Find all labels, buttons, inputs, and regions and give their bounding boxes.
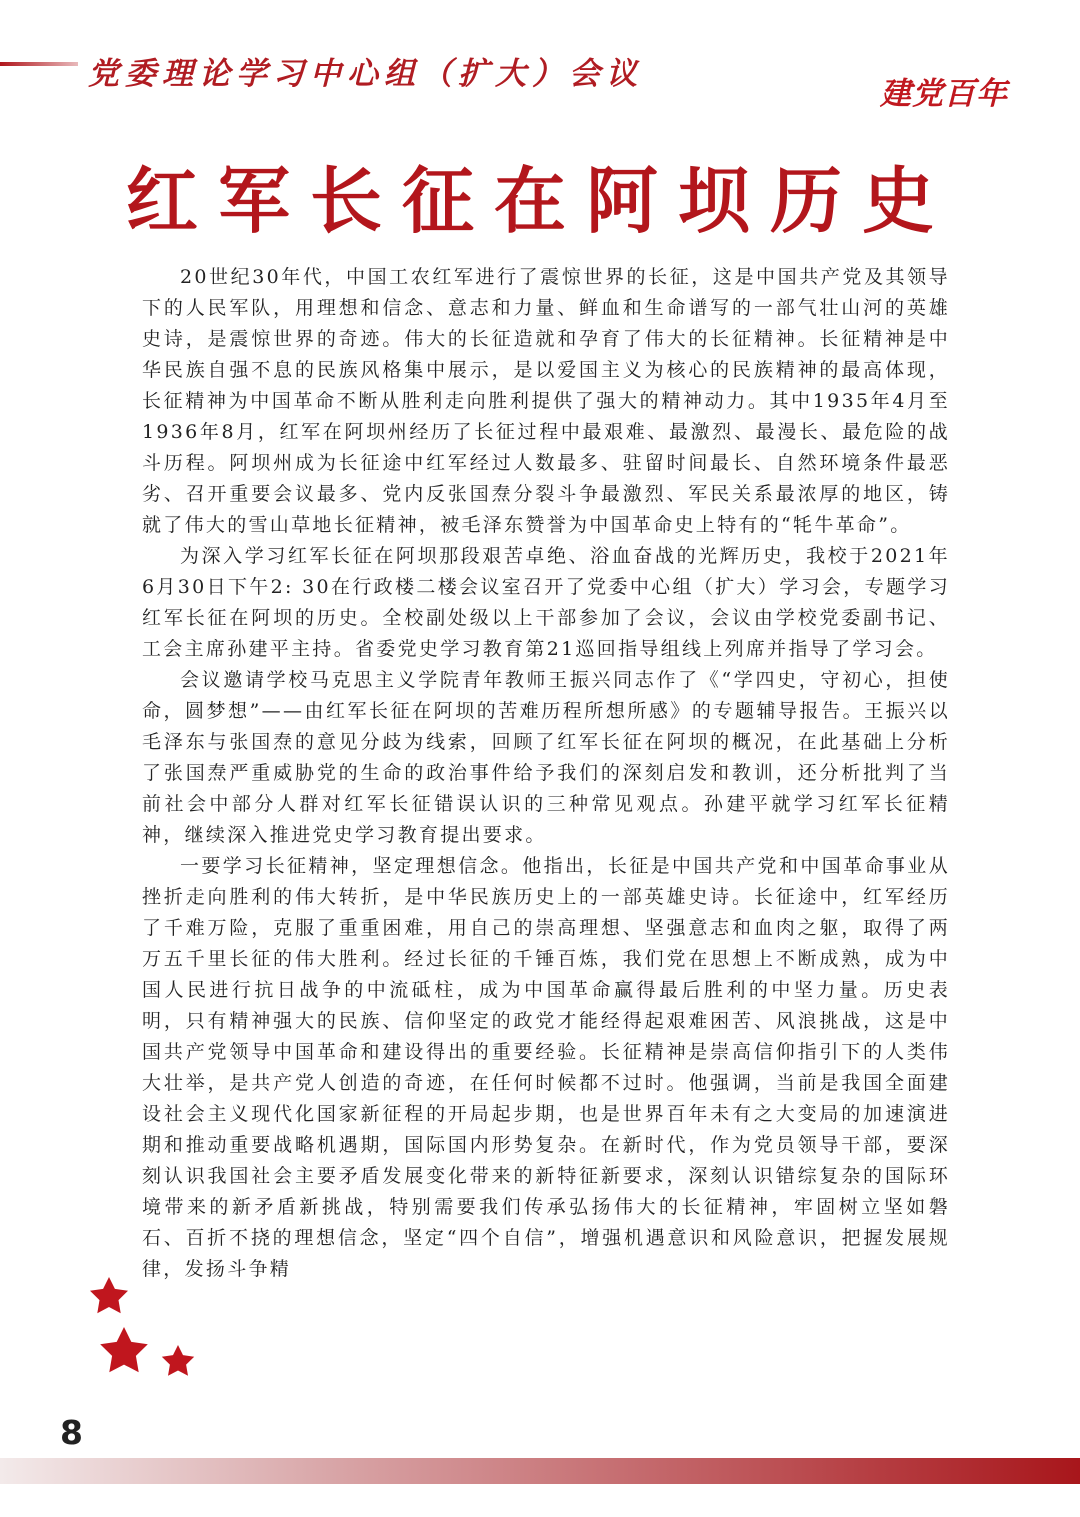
footer-bar: [0, 1458, 1080, 1484]
page-number: 8: [60, 1413, 83, 1452]
logo: 建党百年: [880, 76, 1008, 112]
page-title: 红军长征在阿坝历史: [125, 158, 954, 243]
paragraph: 会议邀请学校马克思主义学院青年教师王振兴同志作了《“学四史，守初心，担使命，圆梦想”——由红军长征在阿坝的苦难历程所想所感》的专题辅导报告。王振兴以毛泽东与张国焘的意见分歧为线索，回顾了红军长征在阿坝的概况，在此基础上分析了张国焘严重威胁党的生命的政治事件给予我们的深刻启发和教训，还分析批判了当前社会中部分人群对红军长征错误认识的三种常见观点。孙建平就学习红军长征精神，继续深入推进党史学习教育提出要求。: [142, 669, 950, 846]
paragraph: 一要学习长征精神，坚定理想信念。他指出，长征是中国共产党和中国革命事业从挫折走向胜利的伟大转折，是中华民族历史上的一部英雄史诗。长征途中，红军经历了千难万险，克服了重重困难，用自己的崇高理想、坚强意志和血肉之躯，取得了两万五千里长征的伟大胜利。经过长征的千锤百炼，我们党在思想上不断成熟，成为中国人民进行抗日战争的中流砥柱，成为中国革命赢得最后胜利的中坚力量。历史表明，只有精神强大的民族、信仰坚定的政党才能经得起艰难困苦、风浪挑战，这是中国共产党领导中国革命和建设得出的重要经验。长征精神是崇高信仰指引下的人类伟大壮举，是共产党人创造的奇迹，在任何时候都不过时。他强调，当前是我国全面建设社会主义现代化国家新征程的开局起步期，也是世界百年未有之大变局的加速演进期和推动重要战略机遇期，国际国内形势复杂。在新时代，作为党员领导干部，要深刻认识我国社会主要矛盾发展变化带来的新特征新要求，深刻认识错综复杂的国际环境带来的新矛盾新挑战，特别需要我们传承弘扬伟大的长征精神，牢固树立坚如磐石、百折不挠的理想信念，坚定“四个自信”，增强机遇意识和风险意识，把握发展规律，发扬斗争精: [142, 855, 950, 1280]
red-stars-icon: [84, 1272, 214, 1402]
star-icon: [90, 1277, 128, 1313]
star-icon: [162, 1345, 194, 1376]
header-title: 党委理论学习中心组（扩大）会议: [88, 56, 643, 92]
header-accent-line: [0, 62, 78, 66]
paragraph: 为深入学习红军长征在阿坝那段艰苦卓绝、浴血奋战的光辉历史，我校于2021年6月30日下午2: 30在行政楼二楼会议室召开了党委中心组（扩大）学习会，专题学习红军长征在阿坝的历史。全校副处级以上干部参加了会议，会议由学校党委副书记、工会主席孙建平主持。省委党史学习教育第21巡回指导组线上列席并指导了学习会。: [142, 545, 950, 660]
article-body: [142, 262, 950, 1285]
paragraph: 20世纪30年代，中国工农红军进行了震惊世界的长征，这是中国共产党及其领导下的人民军队，用理想和信念、意志和力量、鲜血和生命谱写的一部气壮山河的英雄史诗，是震惊世界的奇迹。伟大的长征造就和孕育了伟大的长征精神。长征精神是中华民族自强不息的民族风格集中展示，是以爱国主义为核心的民族精神的最高体现，长征精神为中国革命不断从胜利走向胜利提供了强大的精神动力。其中1935年4月至1936年8月，红军在阿坝州经历了长征过程中最艰难、最激烈、最漫长、最危险的战斗历程。阿坝州成为长征途中红军经过人数最多、驻留时间最长、自然环境条件最恶劣、召开重要会议最多、党内反张国焘分裂斗争最激烈、军民关系最浓厚的地区，铸就了伟大的雪山草地长征精神，被毛泽东赞誉为中国革命史上特有的“牦牛革命”。: [142, 266, 950, 536]
star-icon: [100, 1327, 148, 1372]
